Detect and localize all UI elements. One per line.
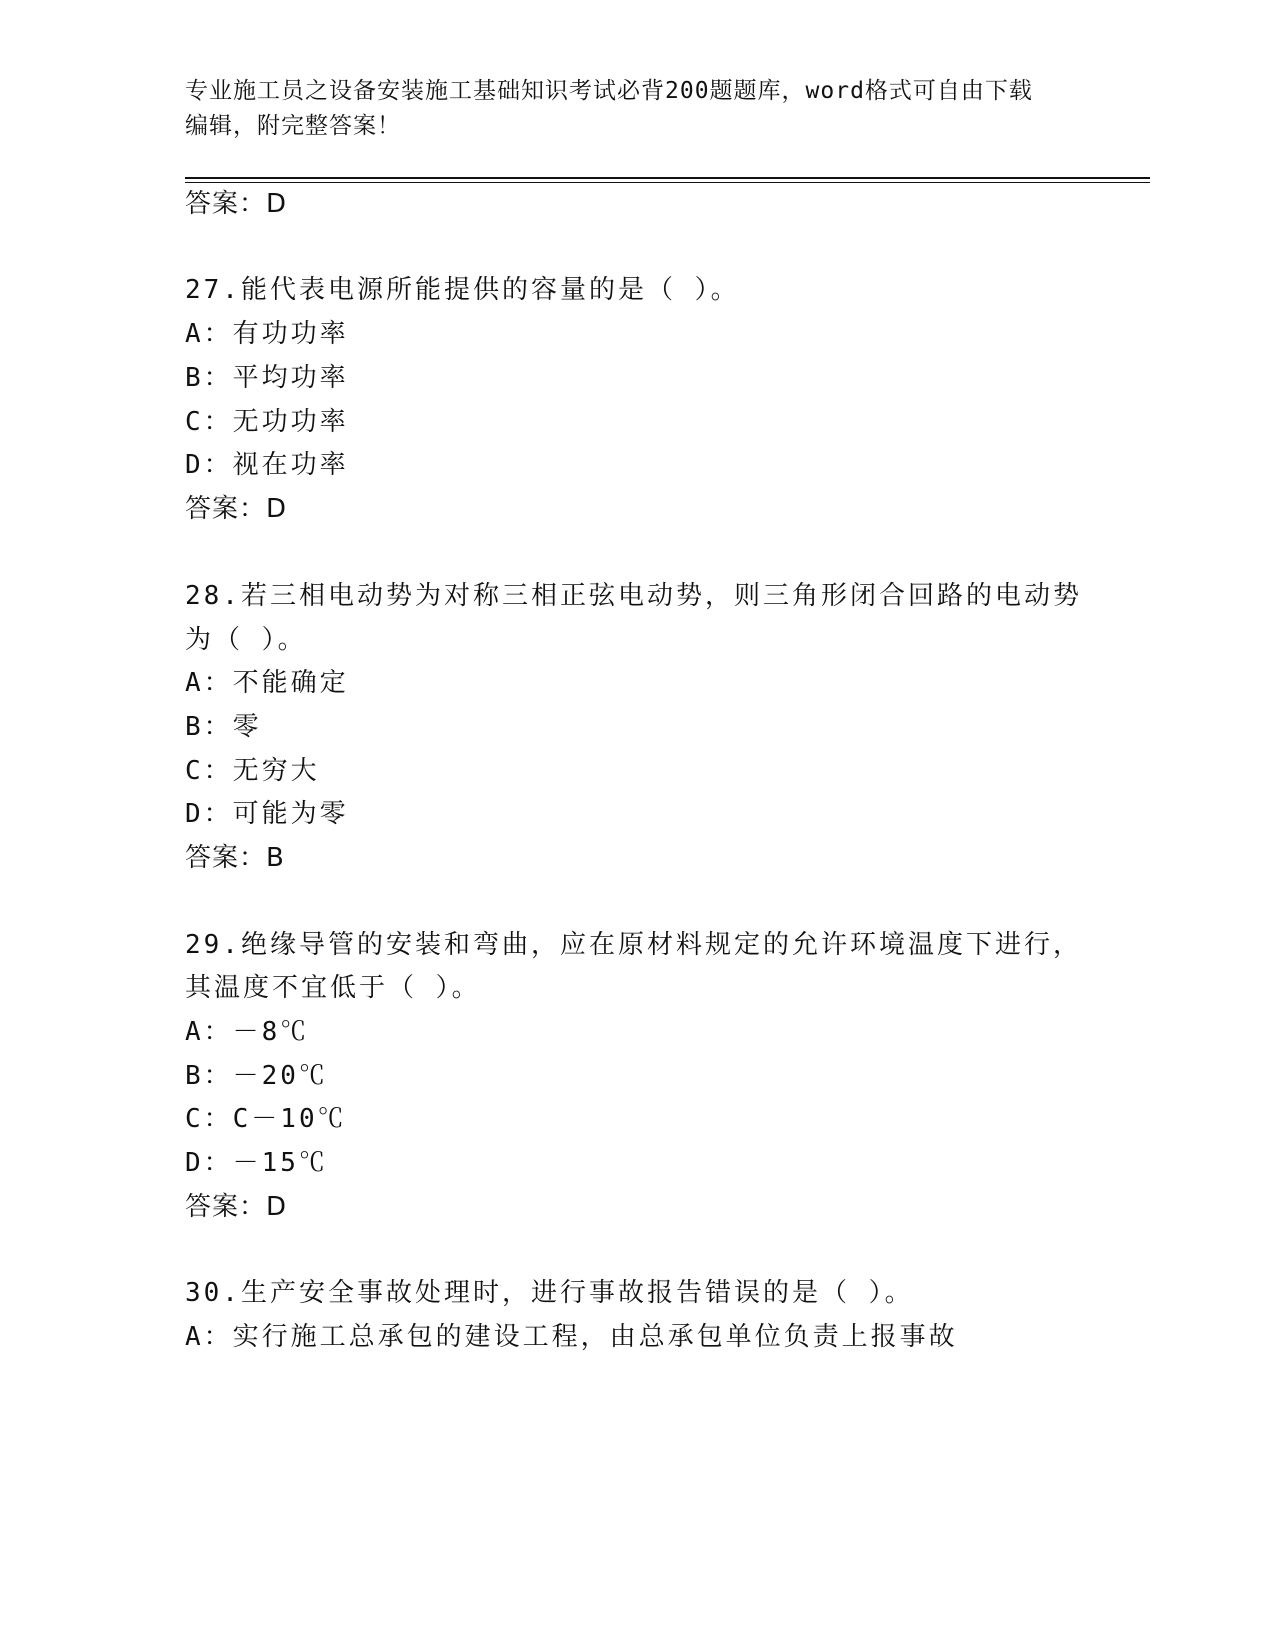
option-a: A：不能确定	[185, 668, 349, 698]
option-a: A：有功功率	[185, 319, 349, 349]
header-title-line2: 编辑，附完整答案！	[185, 113, 401, 139]
option-b: B：－20℃	[185, 1061, 328, 1091]
option-a: A：－8℃	[185, 1017, 310, 1047]
question-text: 28.若三相电动势为对称三相正弦电动势，则三角形闭合回路的电动势	[185, 581, 1082, 611]
header-divider	[185, 177, 1150, 179]
question-text-continued: 为（ ）。	[185, 625, 307, 655]
option-d: D：－15℃	[185, 1148, 328, 1178]
question-text: 30.生产安全事故处理时，进行事故报告错误的是（ ）。	[185, 1278, 914, 1308]
option-c: C：无功功率	[185, 407, 349, 437]
question-text-continued: 其温度不宜低于（ ）。	[185, 973, 481, 1003]
document-header	[185, 74, 1085, 144]
option-b: B：零	[185, 712, 262, 742]
answer-line: 答案：B	[185, 843, 285, 873]
answer-line: 答案：D	[185, 494, 288, 524]
question-text: 27.能代表电源所能提供的容量的是（ ）。	[185, 275, 740, 305]
option-d: D：视在功率	[185, 450, 349, 480]
option-c: C：C－10℃	[185, 1104, 347, 1134]
option-a: A：实行施工总承包的建设工程，由总承包单位负责上报事故	[185, 1322, 958, 1352]
option-b: B：平均功率	[185, 363, 349, 393]
answer-line: 答案：D	[185, 1192, 288, 1222]
question-text: 29.绝缘导管的安装和弯曲，应在原材料规定的允许环境温度下进行，	[185, 930, 1082, 960]
option-c: C：无穷大	[185, 756, 320, 786]
answer-line: 答案：D	[185, 189, 288, 219]
option-d: D：可能为零	[185, 799, 349, 829]
header-divider-thin	[185, 182, 1150, 183]
header-title-line1: 专业施工员之设备安装施工基础知识考试必背200题题库，word格式可自由下载	[185, 78, 1033, 104]
